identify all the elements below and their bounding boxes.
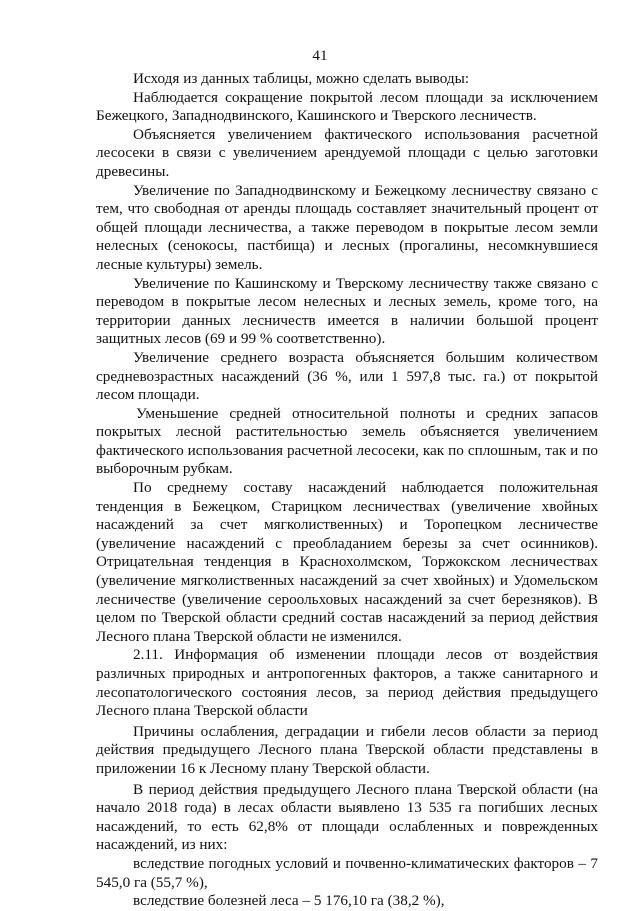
page-number: 41 — [312, 47, 328, 64]
paragraph-density: Уменьшение средней относительной полноты и средних запасов покрытых лесной растительностью земель объясняется увеличением фактического использования расчетной лесосеки, как по сплошным, так и по выборочным рубкам. — [96, 404, 598, 478]
list-item-weather: вследствие погодных условий и почвенно-климатических факторов – 7 545,0 га (55,7 %), — [96, 854, 598, 891]
paragraph-composition: По среднему составу насаждений наблюдается положительная тенденция в Бежецком, Старицком лесничествах (увеличение хвойных насаждений за счет мягколиственных) и Торопецком лесничестве (увеличение насаждений с преобладанием березы за счет осинников). Отрицательная тенденция в Краснохолмском, Торжокском лесничествах (увеличение мягколиственных насаждений за счет хвойных) и Удомельском лесничестве (увеличение сероольховых насаждений за счет березняков). В целом по Тверской области средний состав насаждений за период действия Лесного плана Тверской области не изменился. — [96, 479, 598, 645]
document-body — [96, 70, 598, 911]
paragraph-area-reduction: Наблюдается сокращение покрытой лесом площади за исключением Бежецкого, Западнодвинского, Кашинского и Тверского лесничеств. — [96, 88, 598, 125]
paragraph-average-age: Увеличение среднего возраста объясняется большим количеством средневозрастных насаждений (36 %, или 1 597,8 тыс. га.) от покрытой лесом площади. — [96, 348, 598, 404]
paragraph-zapadnodvinsk: Увеличение по Западнодвинскому и Бежецкому лесничеству связано с тем, что свободная от аренды площадь составляет значительный процент от общей площади лесничества, а также переводом в покрытые лесом земли нелесных (сенокосы, пастбища) и лесных (прогалины, несомкнувшиеся лесные культуры) земель. — [96, 181, 598, 273]
paragraph-explanation: Объясняется увеличением фактического использования расчетной лесосеки в связи с увеличением арендуемой площади с целью заготовки древесины. — [96, 125, 598, 180]
section-heading-2-11: 2.11. Информация об изменении площади лесов от воздействия различных природных и антропогенных факторов, а также санитарного и лесопатологического состояния лесов, за период действия предыдущего Лесного плана Тверской области — [96, 646, 598, 720]
list-item-diseases: вследствие болезней леса – 5 176,10 га (38,2 %), — [133, 892, 445, 910]
paragraph-dead-stands: В период действия предыдущего Лесного плана Тверской области (на начало 2018 года) в лесах области выявлено 13 535 га погибших лесных насаждений, то есть 62,8% от площади ослабленных и поврежденных насаждений, из них: — [96, 780, 598, 854]
paragraph-intro: Исходя из данных таблицы, можно сделать выводы: — [133, 70, 470, 87]
paragraph-causes: Причины ослабления, деградации и гибели лесов области за период действия предыдущего Лесного плана Тверской области представлены в приложении 16 к Лесному плану Тверской области. — [96, 722, 598, 777]
paragraph-kashin-tver: Увеличение по Кашинскому и Тверскому лесничеству также связано с переводом в покрытые лесом нелесных и лесных земель, кроме того, на территории данных лесничеств имеется в наличии большой процент защитных лесов (69 и 99 % соответственно). — [96, 274, 598, 348]
